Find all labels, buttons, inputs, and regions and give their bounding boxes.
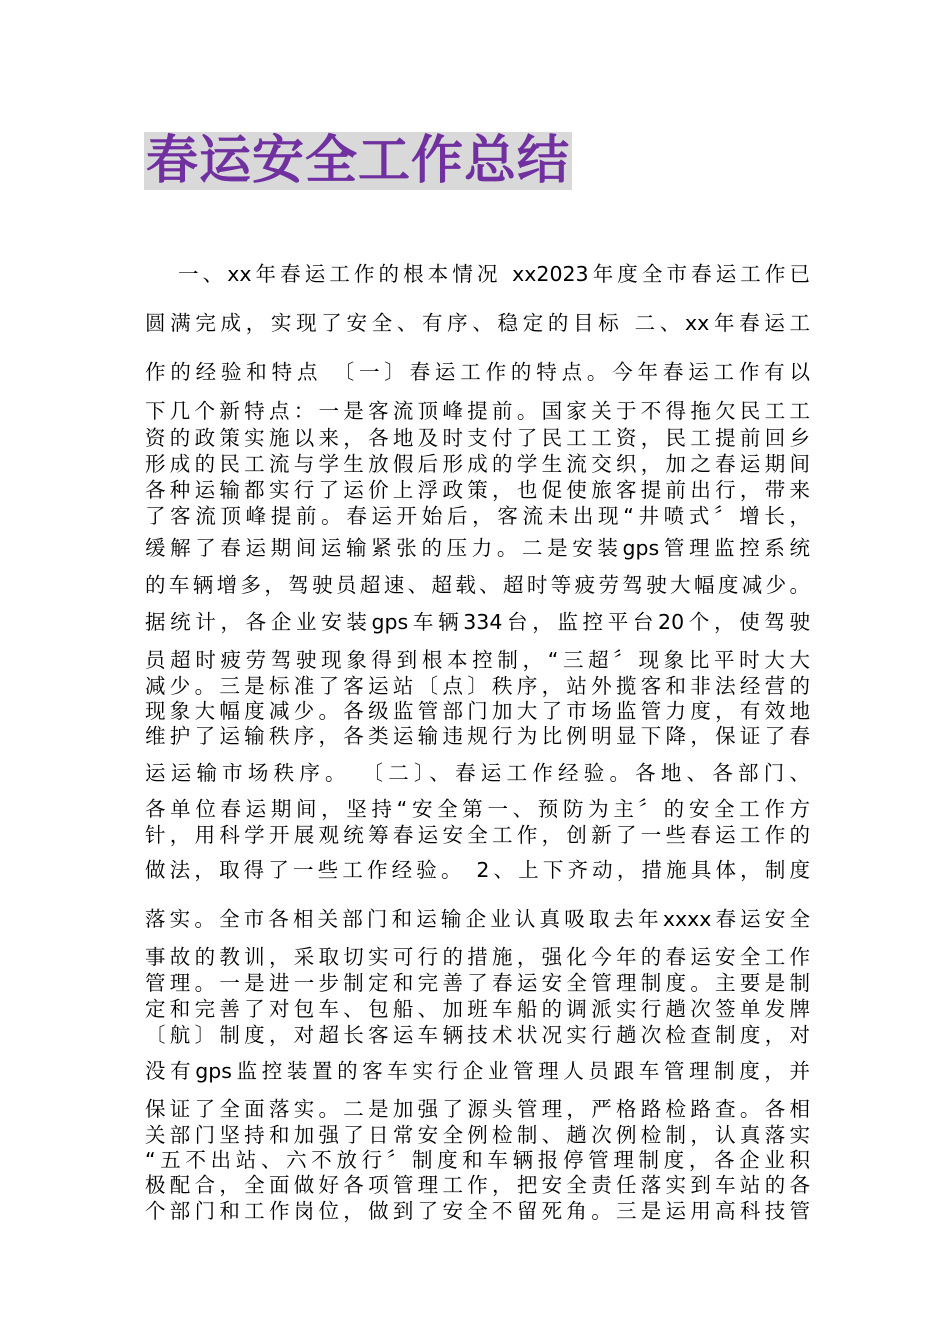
paragraph-line: 事故的教训，采取切实可行的措施，强化今年的春运安全工作	[145, 945, 810, 969]
paragraph-line: 定和完善了对包车、包船、加班车船的调派实行趟次签单发牌	[145, 997, 810, 1021]
paragraph-line: 落实。全市各相关部门和运输企业认真吸取去年xxxx春运安全	[145, 907, 810, 931]
paragraph-line: 下几个新特点：一是客流顶峰提前。国家关于不得拖欠民工工	[145, 399, 810, 423]
paragraph-line: 个部门和工作岗位，做到了安全不留死角。三是运用高科技管	[145, 1199, 810, 1223]
paragraph-line: 圆满完成，实现了安全、有序、稳定的目标 二、xx年春运工	[145, 311, 810, 335]
paragraph-line: 资的政策实施以来，各地及时支付了民工工资，民工提前回乡	[145, 426, 810, 450]
paragraph-line: 针，用科学开展观统筹春运安全工作，创新了一些春运工作的	[145, 823, 810, 847]
paragraph-line: 保证了全面落实。二是加强了源头管理，严格路检路查。各相	[145, 1097, 810, 1121]
paragraph-line: 各种运输都实行了运价上浮政策，也促使旅客提前出行，带来	[145, 478, 810, 502]
paragraph-line: 做法，取得了一些工作经验。 2、上下齐动，措施具体，制度	[145, 858, 810, 882]
paragraph-line: 没有gps监控装置的客车实行企业管理人员跟车管理制度，并	[145, 1059, 810, 1083]
paragraph-line: 管理。一是进一步制定和完善了春运安全管理制度。主要是制	[145, 971, 810, 995]
paragraph-line: 形成的民工流与学生放假后形成的学生流交织，加之春运期间	[145, 452, 810, 476]
paragraph-line: 现象大幅度减少。各级监管部门加大了市场监管力度，有效地	[145, 699, 810, 723]
paragraph-line: 维护了运输秩序，各类运输违规行为比例明显下降，保证了春	[145, 724, 810, 748]
document-title: 春运安全工作总结	[146, 131, 571, 191]
paragraph-line: 作的经验和特点 〔一〕春运工作的特点。今年春运工作有以	[145, 360, 810, 384]
paragraph-line: 关部门坚持和加强了日常安全例检制、趟次例检制，认真落实	[145, 1123, 810, 1147]
paragraph-line: 〔航〕制度，对超长客运车辆技术状况实行趟次检查制度，对	[145, 1023, 810, 1047]
paragraph-line: 各单位春运期间，坚持“安全第一、预防为主〞的安全工作方	[145, 797, 810, 821]
paragraph-line: 减少。三是标准了客运站〔点〕秩序，站外揽客和非法经营的	[145, 674, 810, 698]
paragraph-line: 极配合，全面做好各项管理工作，把安全责任落实到车站的各	[145, 1173, 810, 1197]
paragraph-line: 一、xx年春运工作的根本情况 xx2023年度全市春运工作已	[178, 262, 810, 286]
paragraph-line: 运运输市场秩序。 〔二〕、春运工作经验。各地、各部门、	[145, 761, 810, 785]
paragraph-line: 的车辆增多，驾驶员超速、超载、超时等疲劳驾驶大幅度减少。	[145, 573, 810, 597]
paragraph-line: 缓解了春运期间运输紧张的压力。二是安装gps管理监控系统	[145, 536, 810, 560]
paragraph-line: 据统计，各企业安装gps车辆334台，监控平台20个，使驾驶	[145, 610, 810, 634]
paragraph-line: “五不出站、六不放行〞制度和车辆报停管理制度，各企业积	[145, 1148, 810, 1172]
paragraph-line: 了客流顶峰提前。春运开始后，客流未出现“井喷式〞增长，	[145, 504, 810, 528]
paragraph-line: 员超时疲劳驾驶现象得到根本控制，“三超〞现象比平时大大	[145, 648, 810, 672]
